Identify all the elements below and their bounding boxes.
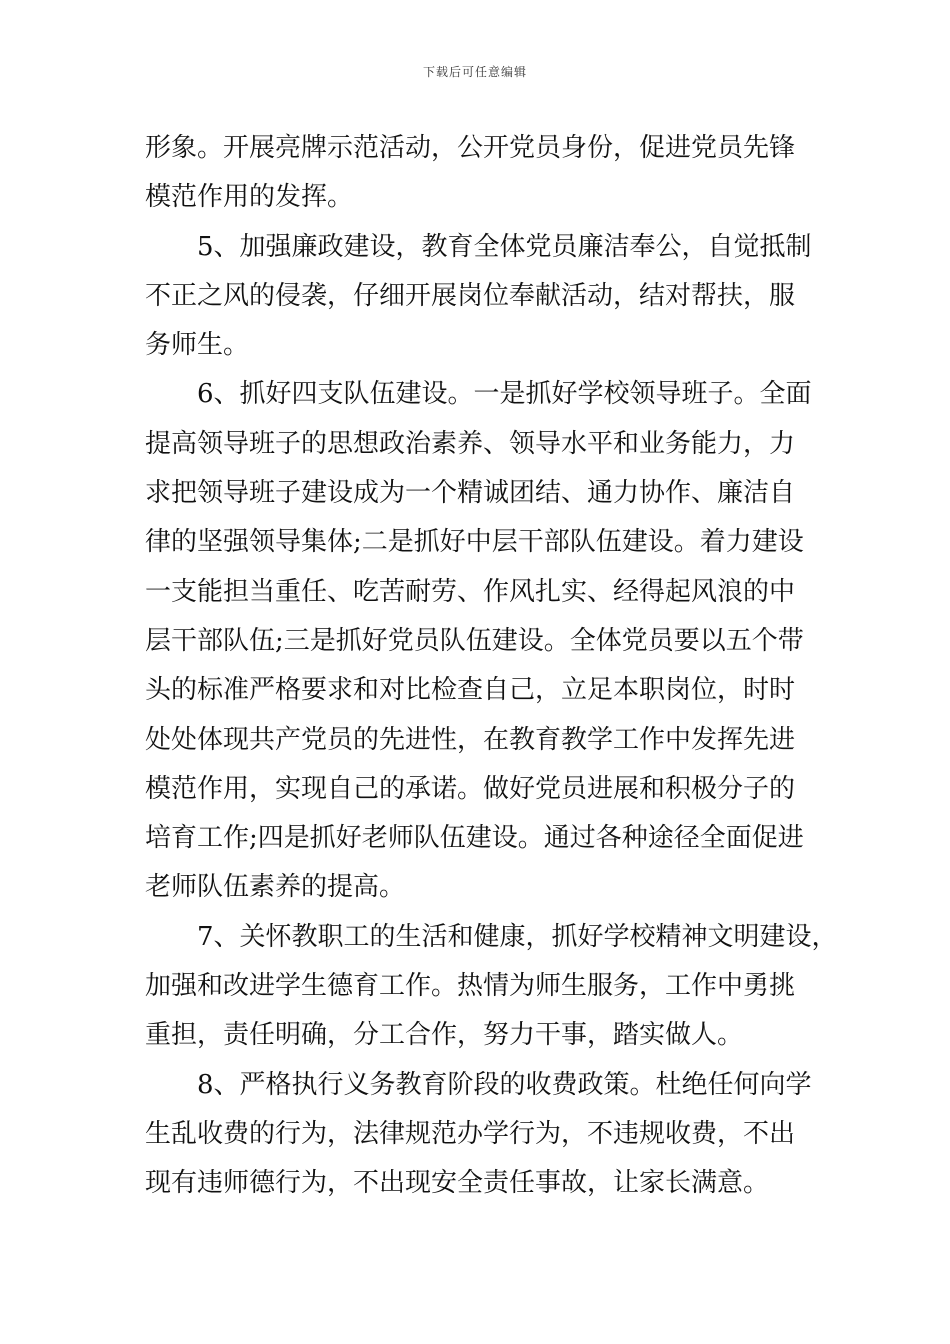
text-line: 务师生。: [145, 330, 250, 361]
text-line: 提高领导班子的思想政治素养、领导水平和业务能力，力: [145, 428, 796, 459]
text-line: 不正之风的侵袭，仔细开展岗位奉献活动，结对帮扶，服: [145, 280, 796, 311]
text-line: 模范作用的发挥。: [145, 182, 354, 213]
text-line: 加强和改进学生德育工作。热情为师生服务，工作中勇挑: [145, 971, 796, 1002]
paragraph-item-5: [145, 223, 810, 371]
paragraph-item-continuation: [145, 124, 810, 223]
text-line: 形象。开展亮牌示范活动，公开党员身份，促进党员先锋: [145, 133, 796, 163]
text-line: 求把领导班子建设成为一个精诚团结、通力协作、廉洁自: [145, 478, 796, 509]
paragraph-item-6: [145, 370, 810, 912]
text-line: 头的标准严格要求和对比检查自己，立足本职岗位，时时: [145, 675, 796, 706]
text-line: 律的坚强领导集体;二是抓好中层干部队伍建设。着力建设: [145, 527, 804, 558]
text-line: 5、加强廉政建设，教育全体党员廉洁奉公，自觉抵制: [197, 231, 812, 262]
text-line: 模范作用，实现自己的承诺。做好党员进展和积极分子的: [145, 773, 796, 804]
text-line: 现有违师德行为，不出现安全责任事故，让家长满意。: [145, 1168, 770, 1199]
text-line: 层干部队伍;三是抓好党员队伍建设。全体党员要以五个带: [145, 625, 804, 656]
text-line: 处处体现共产党员的先进性，在教育教学工作中发挥先进: [145, 724, 796, 755]
paragraph-item-8: [145, 1061, 810, 1209]
text-line: 生乱收费的行为，法律规范办学行为，不违规收费，不出: [145, 1118, 796, 1149]
text-line: 培育工作;四是抓好老师队伍建设。通过各种途径全面促进: [145, 823, 804, 854]
text-line: 6、抓好四支队伍建设。一是抓好学校领导班子。全面: [197, 379, 812, 410]
text-line: 7、关怀教职工的生活和健康，抓好学校精神文明建设，: [197, 921, 838, 952]
text-line: 老师队伍素养的提高。: [145, 872, 406, 903]
page-header: 下载后可任意编辑: [422, 65, 527, 79]
document-body: [145, 124, 838, 1209]
text-line: 一支能担当重任、吃苦耐劳、作风扎实、经得起风浪的中: [145, 576, 796, 607]
text-line: 重担，责任明确，分工合作，努力干事，踏实做人。: [145, 1020, 744, 1051]
text-line: 8、严格执行义务教育阶段的收费政策。杜绝任何向学: [197, 1069, 812, 1100]
paragraph-item-7: [145, 913, 838, 1061]
